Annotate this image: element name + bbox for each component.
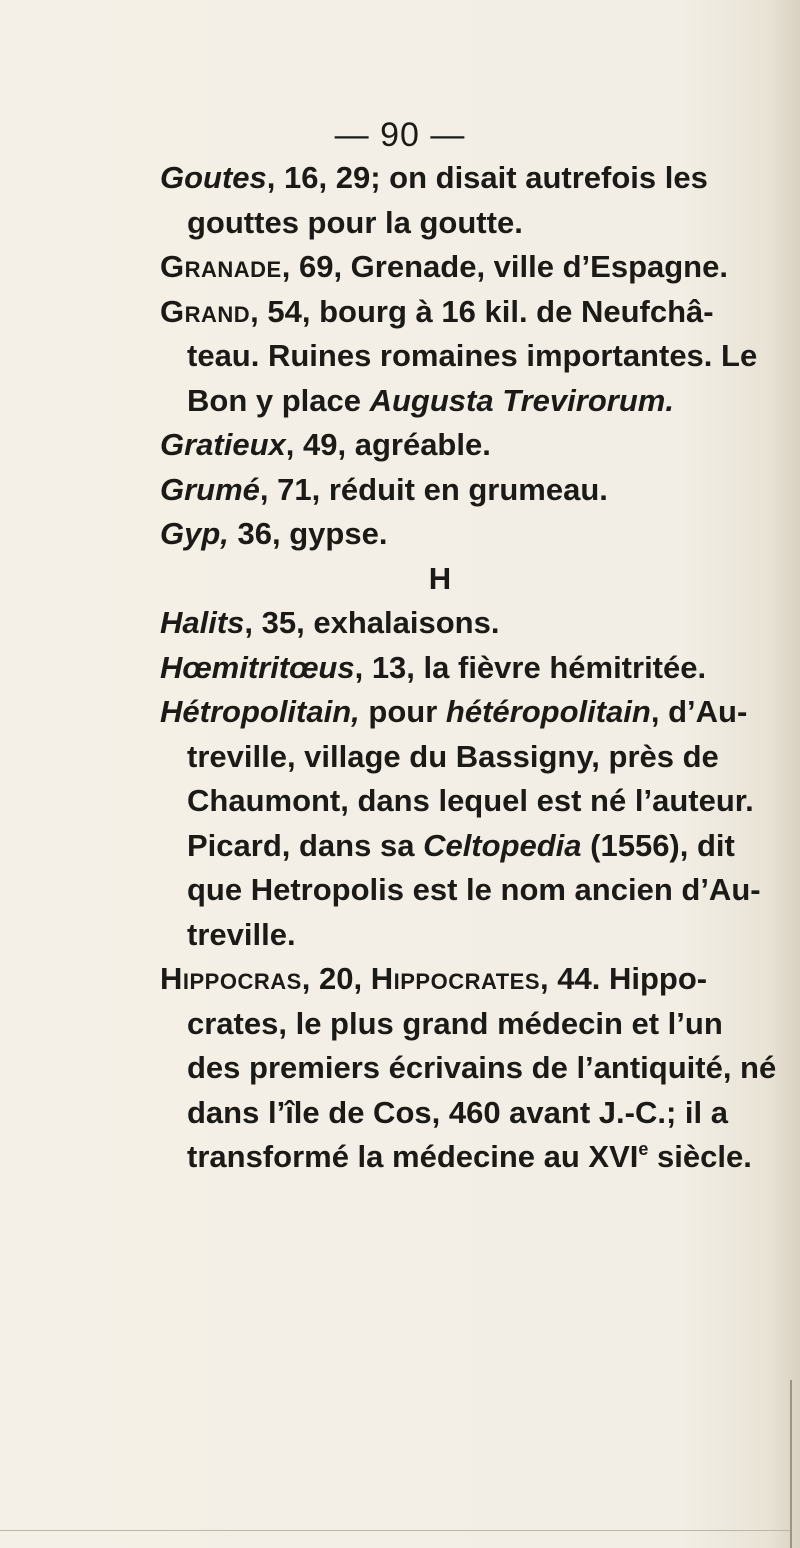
text-run: treville. bbox=[187, 916, 296, 952]
smallcaps-term: Granade bbox=[160, 249, 282, 284]
text-run: Picard, dans sa bbox=[187, 827, 424, 863]
text-run: , 69, Grenade, ville d’Espagne. bbox=[281, 249, 728, 284]
text-line bbox=[160, 1046, 777, 1091]
text-line bbox=[160, 824, 760, 869]
italic-term: Grumé bbox=[160, 471, 260, 507]
text-line bbox=[160, 690, 760, 735]
italic-term: Augusta Trevirorum. bbox=[369, 382, 674, 418]
text-run: , 16, 29; on disait autrefois les bbox=[266, 160, 708, 195]
glossary-text bbox=[160, 156, 777, 1180]
text-run: , 13, la fièvre hémitritée. bbox=[354, 649, 707, 685]
text-line bbox=[160, 1135, 760, 1180]
italic-term: Hétropolitain, bbox=[160, 694, 360, 729]
text-run: , 35, exhalaisons. bbox=[244, 605, 500, 640]
text-run: dans l’île de Cos, 460 avant J.-C.; il a bbox=[187, 1094, 728, 1130]
text-run: siècle. bbox=[648, 1139, 752, 1174]
section-letter-heading: H bbox=[428, 560, 452, 596]
text-run: , 44. Hippo- bbox=[540, 961, 708, 996]
italic-term: hétéropolitain bbox=[445, 694, 651, 729]
italic-term: Gratieux bbox=[160, 427, 286, 462]
text-line bbox=[160, 1002, 760, 1047]
text-line bbox=[160, 646, 760, 691]
italic-term: Goutes bbox=[160, 160, 267, 195]
text-line bbox=[160, 868, 760, 913]
text-run: (1556), dit bbox=[581, 827, 735, 863]
text-run: treville, village du Bassigny, près de bbox=[187, 738, 719, 774]
text-run: Chaumont, dans lequel est né l’auteur. bbox=[187, 783, 754, 818]
italic-term: Hœmitritœus bbox=[160, 649, 355, 685]
text-run: que Hetropolis est le nom ancien d’Au- bbox=[187, 872, 761, 907]
text-line bbox=[160, 957, 760, 1002]
text-run: , 49, agréable. bbox=[285, 427, 491, 462]
smallcaps-term: Hippocrates bbox=[370, 961, 541, 996]
text-line bbox=[160, 1091, 760, 1136]
italic-term: Gyp, bbox=[160, 516, 229, 551]
text-line bbox=[160, 379, 760, 424]
text-line bbox=[160, 779, 760, 824]
text-run: teau. Ruines romaines importantes. Le bbox=[187, 338, 758, 373]
text-run: transformé la médecine au XVI bbox=[187, 1139, 639, 1174]
text-line bbox=[160, 735, 760, 780]
text-run: , 20, bbox=[301, 961, 371, 996]
smallcaps-term: Grand bbox=[160, 293, 251, 329]
page-bottom-rule bbox=[0, 1530, 790, 1531]
text-line bbox=[160, 512, 760, 557]
italic-term: Celtopedia bbox=[423, 827, 582, 863]
page-number: — 90 — bbox=[334, 116, 466, 154]
text-line bbox=[160, 334, 760, 379]
italic-term: Halits bbox=[160, 605, 245, 640]
text-line bbox=[160, 468, 760, 513]
text-run: gouttes pour la goutte. bbox=[187, 204, 523, 240]
text-line bbox=[160, 290, 760, 335]
text-run: , d’Au- bbox=[650, 694, 748, 729]
text-run: , 54, bourg à 16 kil. de Neufchâ- bbox=[250, 293, 714, 329]
text-line bbox=[160, 245, 760, 290]
text-run: , 71, réduit en grumeau. bbox=[259, 471, 608, 507]
text-line bbox=[160, 913, 760, 958]
text-line bbox=[160, 201, 760, 246]
text-run: des premiers écrivains de l’antiquité, né bbox=[187, 1050, 777, 1085]
smallcaps-term: Hippocras bbox=[160, 961, 302, 996]
text-line bbox=[160, 423, 760, 468]
text-run: pour bbox=[359, 694, 446, 729]
text-run: 36, gypse. bbox=[228, 516, 388, 551]
superscript: e bbox=[638, 1139, 649, 1159]
text-line bbox=[160, 156, 760, 201]
text-run: crates, le plus grand médecin et l’un bbox=[187, 1005, 723, 1041]
text-run: Bon y place bbox=[187, 382, 370, 418]
page-edge-shadow bbox=[790, 1380, 792, 1548]
text-line bbox=[160, 601, 760, 646]
